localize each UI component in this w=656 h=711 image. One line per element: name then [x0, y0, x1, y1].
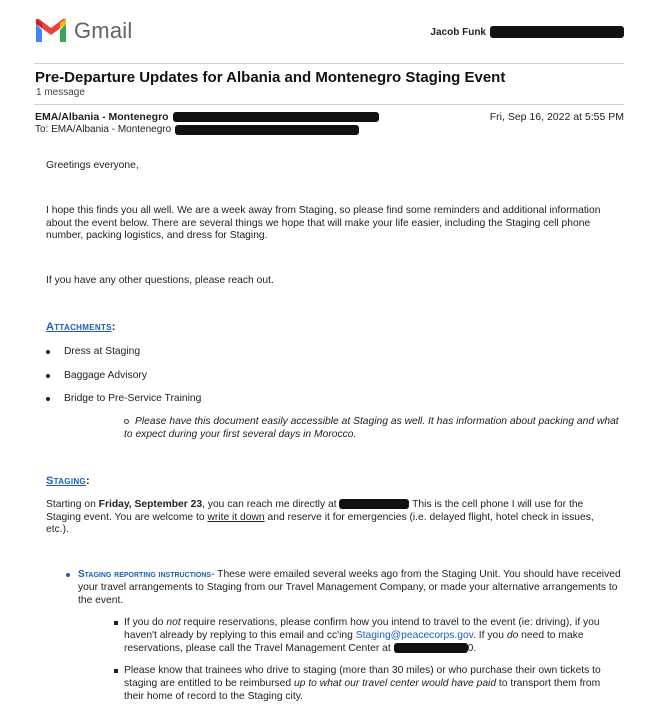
reimbursement-item: Please know that trainees who drive to staging (more than 30 miles) or who purchase their own tickets to staging are entitled to be reimbursed up to what our travel center would have paid to transport them from their home of record to the Staging city. — [124, 665, 620, 703]
email-subject: Pre-Departure Updates for Albania and Montenegro Staging Event — [35, 69, 506, 86]
attachment-item: Baggage Advisory — [46, 370, 147, 381]
staging-paragraph: Starting on Friday, September 23, you can reach me directly at This is the cell phone I will use for the Staging event. You are welcome to write it down and reserve it for emergencies (i.e. delayed flight, hotel check in issues, etc.). — [46, 499, 594, 536]
redacted-recipient-email — [175, 125, 359, 135]
attachment-item: Bridge to Pre-Service Training — [46, 393, 201, 404]
header-divider — [34, 63, 624, 64]
staging-heading: Staging: — [46, 475, 90, 487]
email-date: Fri, Sep 16, 2022 at 5:55 PM — [489, 111, 624, 123]
redacted-phone — [339, 499, 409, 509]
questions-paragraph: If you have any other questions, please reach out. — [46, 275, 274, 286]
attachment-item: Dress at Staging — [46, 346, 140, 357]
staging-reporting-item: Staging reporting instructions- These were emailed several weeks ago from the Staging Unit. You should have received your travel arrangements to Staging from our Travel Management Company, or made your alternative arrangements to the event. — [78, 569, 622, 607]
redacted-sender-email — [173, 112, 379, 122]
bullet-dot — [66, 573, 70, 577]
account-name: Jacob Funk — [430, 26, 486, 38]
write-it-down-text: write it down — [207, 511, 265, 523]
bullet-dot — [46, 397, 50, 401]
subject-divider — [34, 104, 624, 105]
square-bullet — [114, 669, 118, 673]
redacted-phone-tmc — [394, 643, 468, 653]
account-info[interactable] — [430, 26, 624, 38]
attachment-note: Please have this document easily accessible at Staging as well. It has information about packing and what to expect during your first several days in Morocco. — [124, 416, 619, 440]
redacted-email — [490, 26, 624, 38]
circle-bullet-icon — [124, 419, 129, 424]
sender — [35, 111, 379, 123]
recipient — [35, 124, 359, 135]
bullet-dot — [46, 374, 50, 378]
attachments-heading: Attachments: — [46, 321, 116, 333]
gmail-logo[interactable] — [34, 18, 132, 44]
message-count: 1 message — [36, 87, 85, 98]
staging-reporting-title: Staging reporting instructions — [78, 569, 212, 580]
staging-email-link[interactable]: Staging@peacecorps.gov — [355, 629, 474, 641]
sender-name: EMA/Albania - Montenegro — [35, 111, 169, 123]
reservation-item: If you do not require reservations, please confirm how you intend to travel to the event (ie: driving), if you haven't already by replying to this email and cc'ing Staging@peacecorps.gov. If you do need to make reservations, please call the Travel Management Center at 0. — [124, 617, 620, 655]
recipient-label: To: EMA/Albania - Montenegro — [35, 124, 172, 135]
greeting: Greetings everyone, — [46, 160, 139, 171]
intro-paragraph: I hope this finds you all well. We are a week away from Staging, so please find some reminders and additional information about the event below. There are several things we hope that will make your life easier, including the Staging cell phone number, packing logistics, and dress for Staging. — [46, 205, 601, 242]
bullet-dot — [46, 350, 50, 354]
top-bar — [34, 14, 624, 54]
square-bullet — [114, 621, 118, 625]
gmail-wordmark: Gmail — [74, 18, 133, 43]
gmail-envelope-icon — [34, 18, 68, 44]
